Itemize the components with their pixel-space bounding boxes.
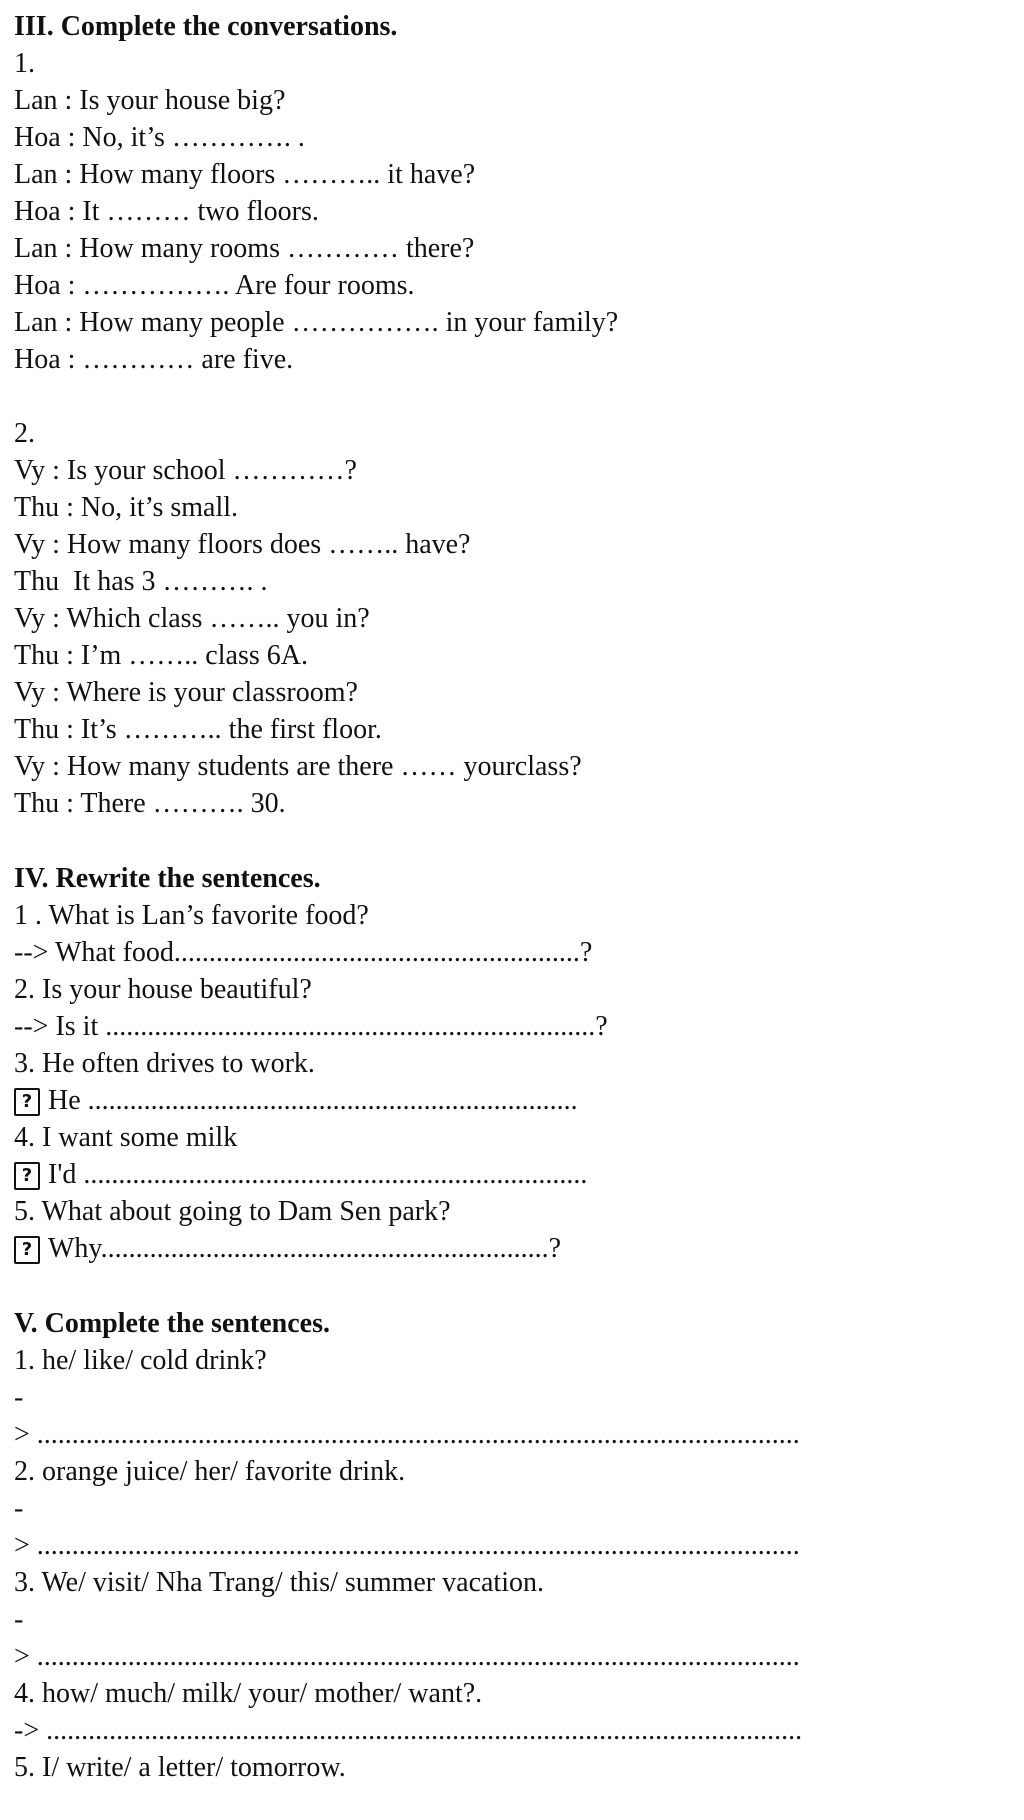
conversation-line: Lan : Is your house big? bbox=[14, 85, 286, 116]
conversation-line: Vy : Is your school …………? bbox=[14, 455, 357, 486]
rewrite-question: 3. He often drives to work. bbox=[14, 1048, 315, 1079]
answer-dash: - bbox=[14, 1382, 24, 1413]
conversation-line: Vy : How many students are there …… yourclass? bbox=[14, 751, 582, 782]
sentence-prompt: 4. how/ much/ milk/ your/ mother/ want?. bbox=[14, 1678, 483, 1709]
conversation-line: Hoa : ……………. Are four rooms. bbox=[14, 270, 415, 301]
answer-dash: - bbox=[14, 1493, 24, 1524]
answer-line: -> ............................................................................................................ bbox=[14, 1715, 803, 1746]
arrow-prefix: --> bbox=[14, 937, 55, 968]
conversation-2-number: 2. bbox=[14, 418, 35, 449]
sentence-prompt: 5. I/ write/ a letter/ tomorrow. bbox=[14, 1752, 346, 1783]
conversation-line: Hoa : It ……… two floors. bbox=[14, 196, 319, 227]
section-3-heading: III. Complete the conversations. bbox=[14, 11, 398, 42]
conversation-line: Thu : It’s ……….. the first floor. bbox=[14, 714, 382, 745]
question-box-icon: ? bbox=[14, 1088, 40, 1116]
conversation-line: Vy : Where is your classroom? bbox=[14, 677, 358, 708]
conversation-line: Thu It has 3 ………. . bbox=[14, 566, 268, 597]
sentence-prompt: 3. We/ visit/ Nha Trang/ this/ summer vacation. bbox=[14, 1567, 544, 1598]
conversation-line: Thu : I’m …….. class 6A. bbox=[14, 640, 308, 671]
rewrite-answer: What food..........................................................? bbox=[54, 937, 593, 968]
conversation-line: Hoa : ………… are five. bbox=[14, 344, 294, 375]
rewrite-answer-line bbox=[14, 1232, 561, 1266]
rewrite-question: 1 . What is Lan’s favorite food? bbox=[14, 900, 369, 931]
question-box-icon: ? bbox=[14, 1162, 40, 1190]
conversation-line: Lan : How many people ……………. in your family? bbox=[14, 307, 619, 338]
conversation-line: Lan : How many rooms ………… there? bbox=[14, 233, 475, 264]
question-box-icon: ? bbox=[14, 1236, 40, 1264]
rewrite-answer: Is it ......................................................................? bbox=[55, 1011, 608, 1042]
rewrite-question: 4. I want some milk bbox=[14, 1122, 238, 1153]
arrow-prefix: --> bbox=[14, 1011, 56, 1042]
conversation-line: Vy : How many floors does …….. have? bbox=[14, 529, 471, 560]
conversation-line: Vy : Which class …….. you in? bbox=[14, 603, 370, 634]
answer-line: > ............................................................................................................. bbox=[14, 1530, 800, 1561]
rewrite-answer: Why................................................................? bbox=[48, 1233, 562, 1264]
sentence-prompt: 2. orange juice/ her/ favorite drink. bbox=[14, 1456, 406, 1487]
conversation-line: Hoa : No, it’s …………. . bbox=[14, 122, 305, 153]
rewrite-answer-line bbox=[14, 1084, 578, 1118]
section-5-heading: V. Complete the sentences. bbox=[14, 1308, 330, 1339]
section-4-heading: IV. Rewrite the sentences. bbox=[14, 863, 321, 894]
conversation-1-number: 1. bbox=[14, 48, 35, 79]
conversation-line: Lan : How many floors ……….. it have? bbox=[14, 159, 476, 190]
rewrite-answer: He ...................................................................... bbox=[48, 1085, 578, 1116]
rewrite-answer: I'd ........................................................................ bbox=[48, 1159, 588, 1190]
rewrite-answer-line bbox=[14, 1158, 587, 1192]
rewrite-question: 2. Is your house beautiful? bbox=[14, 974, 312, 1005]
answer-line: > ............................................................................................................. bbox=[14, 1641, 800, 1672]
rewrite-question: 5. What about going to Dam Sen park? bbox=[14, 1196, 451, 1227]
answer-dash: - bbox=[14, 1604, 24, 1635]
answer-line: > ............................................................................................................. bbox=[14, 1419, 800, 1450]
conversation-line: Thu : There ………. 30. bbox=[14, 788, 286, 819]
sentence-prompt: 1. he/ like/ cold drink? bbox=[14, 1345, 267, 1376]
rewrite-answer-line bbox=[14, 936, 592, 970]
rewrite-answer-line bbox=[14, 1010, 608, 1044]
conversation-line: Thu : No, it’s small. bbox=[14, 492, 238, 523]
